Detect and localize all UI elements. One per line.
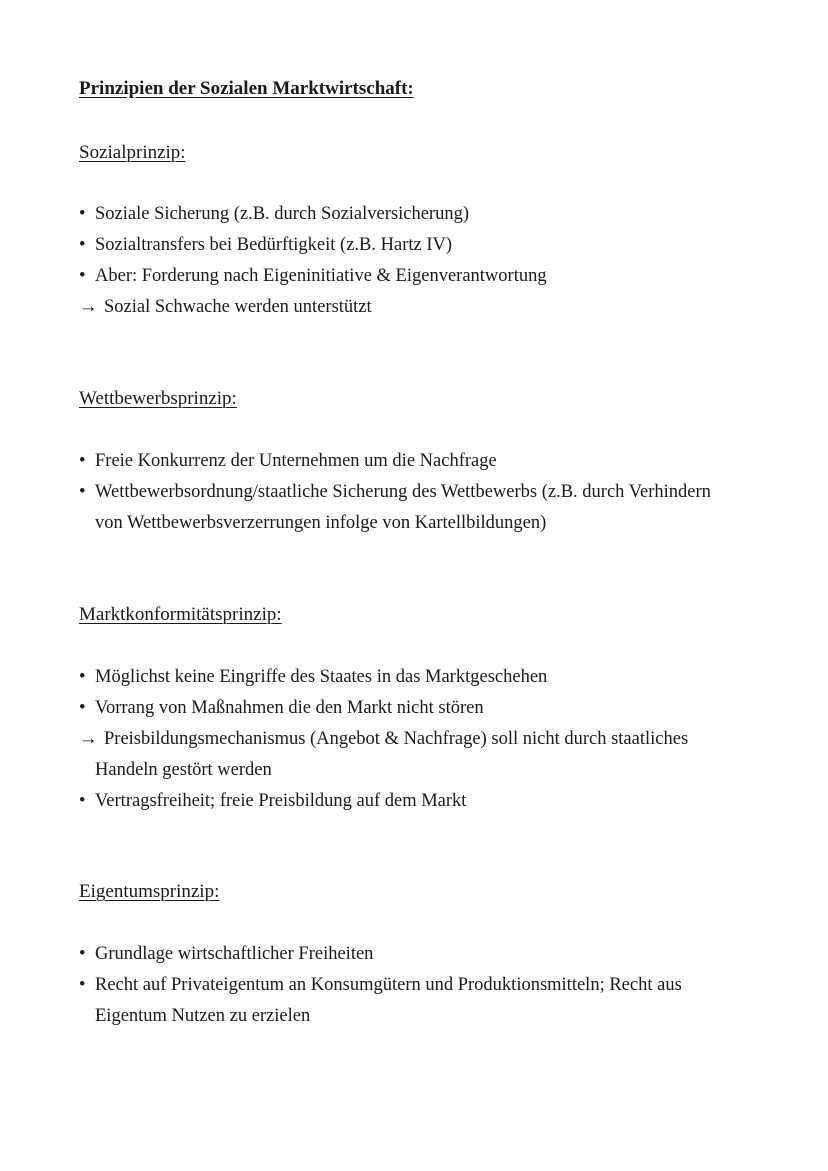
list-item-text: Wettbewerbsordnung/staatliche Sicherung des Wettbewerbs (z.B. durch Verhindern: [95, 482, 711, 502]
bullet-marker: •: [79, 235, 86, 255]
list-item-text: Freie Konkurrenz der Unternehmen um die Nachfrage: [95, 451, 497, 471]
section-heading-sozialprinzip: Sozialprinzip:: [79, 142, 186, 163]
list-item-text: Aber: Forderung nach Eigeninitiative & Eigenverantwortung: [95, 266, 547, 286]
arrow-marker: →: [79, 729, 98, 749]
page-title: Prinzipien der Sozialen Marktwirtschaft:: [79, 78, 414, 99]
list-item-text: Vorrang von Maßnahmen die den Markt nicht stören: [95, 698, 484, 718]
list-item-text-continuation: Eigentum Nutzen zu erzielen: [95, 1006, 311, 1026]
bullet-marker: •: [79, 791, 86, 811]
section-heading-wettbewerbsprinzip: Wettbewerbsprinzip:: [79, 388, 237, 409]
list-item-text: Sozialtransfers bei Bedürftigkeit (z.B. Hartz IV): [95, 235, 453, 255]
list-item-text: Möglichst keine Eingriffe des Staates in das Marktgeschehen: [95, 667, 548, 687]
arrow-marker: →: [79, 297, 98, 317]
bullet-marker: •: [79, 451, 86, 471]
bullet-marker: •: [79, 667, 86, 687]
list-item-text: Sozial Schwache werden unterstützt: [104, 297, 372, 317]
bullet-marker: •: [79, 944, 86, 964]
bullet-marker: •: [79, 266, 86, 286]
bullet-marker: •: [79, 698, 86, 718]
list-item-text-continuation: von Wettbewerbsverzerrungen infolge von Kartellbildungen): [95, 513, 547, 533]
list-item-text: Grundlage wirtschaftlicher Freiheiten: [95, 944, 374, 964]
bullet-marker: •: [79, 482, 86, 502]
bullet-marker: •: [79, 204, 86, 224]
section-heading-marktkonformitaetsprinzip: Marktkonformitätsprinzip:: [79, 604, 282, 625]
list-item-text: Recht auf Privateigentum an Konsumgütern und Produktionsmitteln; Recht aus: [95, 975, 682, 995]
list-item-text: Vertragsfreiheit; freie Preisbildung auf dem Markt: [95, 791, 467, 811]
list-item-text-continuation: Handeln gestört werden: [95, 760, 272, 780]
section-heading-eigentumsprinzip: Eigentumsprinzip:: [79, 881, 220, 902]
list-item-text: Soziale Sicherung (z.B. durch Sozialversicherung): [95, 204, 469, 224]
bullet-marker: •: [79, 975, 86, 995]
list-item-text: Preisbildungsmechanismus (Angebot & Nachfrage) soll nicht durch staatliches: [104, 729, 689, 749]
